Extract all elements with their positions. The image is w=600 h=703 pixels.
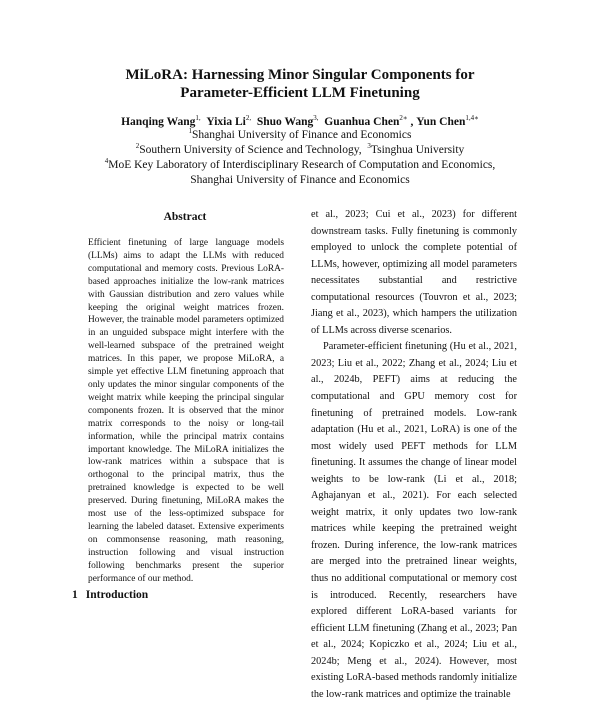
affiliation-marker: 3 — [367, 142, 371, 151]
affiliation-marker: 4 — [104, 157, 109, 166]
affiliation-text: Shanghai University of Finance and Economics — [190, 174, 410, 186]
author-list: Hanqing Wang$^{1,}$ Yixia $Li^{2,}$ Shuo Wang$^{3,}$ Guanhua Chen$^{2∗}$ , Yun Chen$^{1,4∗}$ — [121, 114, 479, 128]
author-affil-marker: 3, — [313, 114, 319, 123]
body-paragraph: et al., 2023; Cui et al., 2023) for different downstream tasks. Fully finetuning is commonly employed to unlock the complete potential of LLMs, however, optimizing all model parameters necessitates substantial and restrictive computational resources (Touvron et al., 2023; Jiang et al., 2023), which hampers the utilization of LLMs across diverse scenarios. — [311, 209, 517, 336]
affiliation-line — [0, 143, 600, 157]
body-paragraph: Parameter-efficient finetuning (Hu et al., 2021, 2023; Liu et al., 2022; Zhang et al., 2024; Liu et al., 2024b, PEFT) aims at reducing the computational and GPU memory cost for finetuning of pretrained models. Low-rank adaptation (Hu et al., 2021, LoRA) is one of the most widely used PEFT methods for LLM finetuning. It assumes the change of linear model weights to be low-rank (Li et al., 2018; Aghajanyan et al., 2021). For each selected weight matrix, it only updates two low-rank matrices while keeping the pretrained weight frozen. During inference, the low-rank matrices are merged into the pretrained linear weights, thus no additional computational or memory cost is introduced. Recently, researchers have explored different LoRA-based variants for efficient LLM finetuning (Zhang et al., 2023; Pan et al., 2024; Kopiczko et al., 2024; Liu et al., 2024b; Meng et al., 2024). However, most existing LoRA-based methods randomly initialize the low-rank matrices and optimize the trainable — [311, 341, 517, 700]
section-number: 1 — [72, 589, 78, 601]
author-name: Yixia Li — [206, 116, 246, 128]
affiliation-text: Tsinghua University — [370, 144, 465, 156]
author-name: Shuo Wang — [256, 116, 314, 128]
paper-title-line-1: MiLoRA: Harnessing Minor Singular Components for — [125, 67, 475, 83]
author-affil-marker: 1,4∗ — [465, 114, 479, 123]
section-title: Introduction — [85, 589, 149, 601]
affiliation-marker: 1 — [188, 127, 193, 136]
section-heading-introduction — [72, 589, 156, 601]
affiliation-marker: 2 — [135, 142, 140, 151]
affiliation-line — [0, 173, 600, 187]
paper-title-line-2: Parameter-Efficient LLM Finetuning — [180, 85, 420, 101]
affiliation-text: Southern University of Science and Technology, — [139, 144, 362, 156]
author-affil-marker: 1, — [195, 114, 201, 123]
author-affil-marker: 2∗ — [399, 114, 408, 123]
author-name: Hanqing Wang — [121, 116, 196, 128]
abstract-heading: Abstract — [163, 211, 207, 223]
author-name: Guanhua Chen — [324, 116, 400, 128]
affiliation-line — [0, 158, 600, 172]
intro-column-right — [311, 207, 517, 703]
affiliation-text: Shanghai University of Finance and Economics — [192, 129, 412, 141]
abstract-body: Efficient finetuning of large language models (LLMs) aims to adapt the LLMs with reduced computational and memory costs. Previous LoRA-based approaches initialize the low-rank matrices with Gaussian distribution and zero values while keeping the original weight matrices frozen. However, the trainable model parameters optimized in an unguided subspace might interfere with the well-learned subspace of the pretrained weight matrices. In this paper, we propose MiLoRA, a simple yet effective LLM finetuning approach that only updates the minor singular components of the weight matrix while keeping the principal singular components frozen. It is observed that the minor matrix corresponds to the noisy or long-tail information, while the principal matrix contains important knowledge. The MiLoRA initializes the low-rank matrices within a subspace that is orthogonal to the principal matrix, thus the pretrained knowledge is expected to be well preserved. During finetuning, MiLoRA makes the most use of the less-optimized subspace for learning the labeled dataset. Extensive experiments on commonsense reasoning, math reasoning, instruction following and visual instruction following benchmarks present the superior performance of our method. — [88, 238, 284, 584]
author-affil-marker: 2, — [245, 114, 252, 123]
author-name: Yun Chen — [416, 116, 466, 128]
affiliation-text: MoE Key Laboratory of Interdisciplinary Research of Computation and Economics, — [108, 159, 496, 171]
affiliation-line — [0, 128, 600, 142]
